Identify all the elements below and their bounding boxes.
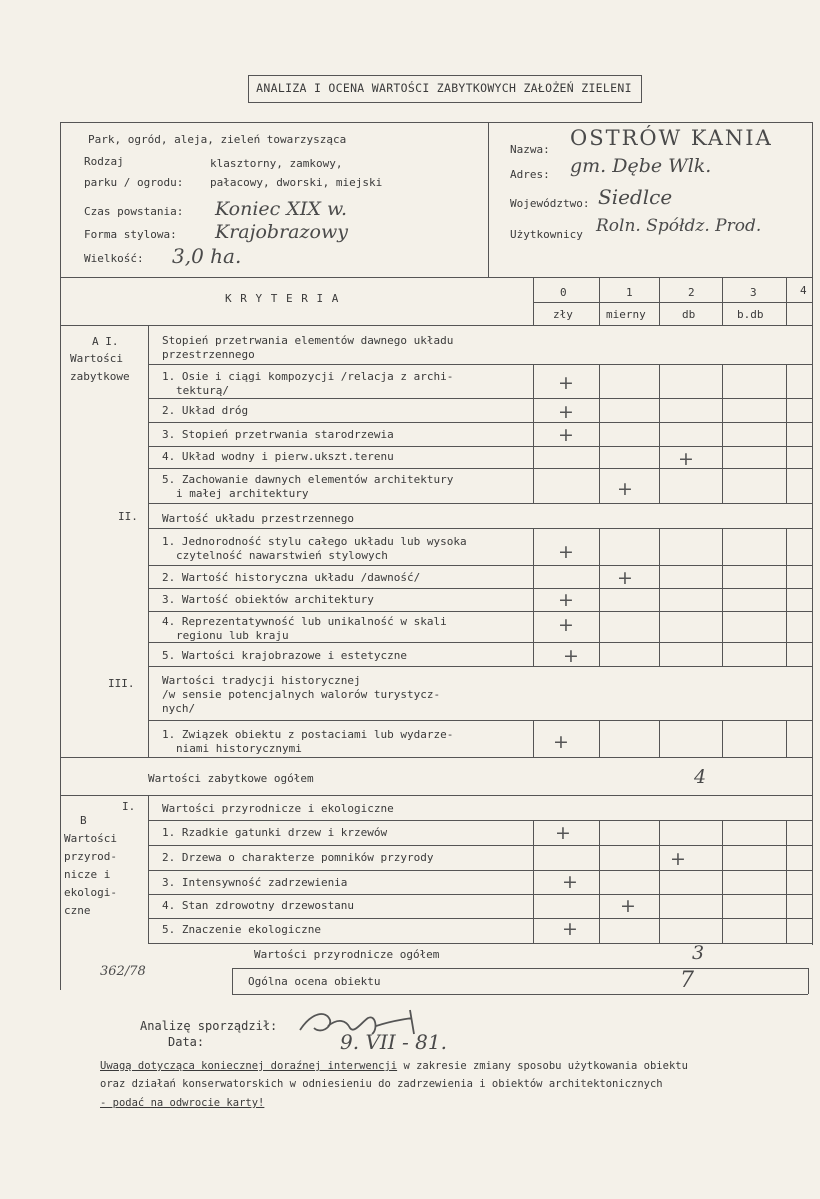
- mark-a1-3-score-0: +: [558, 424, 574, 446]
- nazwa-label: Nazwa:: [510, 143, 550, 156]
- uzytkownicy-value: Roln. Spółdz. Prod.: [596, 216, 762, 236]
- mark-a1-2-score-0: +: [558, 401, 574, 423]
- grid-col-0: [533, 720, 534, 757]
- mark-b5-score-0: +: [562, 918, 578, 940]
- score-label-bdb: b.db: [737, 308, 764, 321]
- category-divider-a: [148, 325, 149, 757]
- row-a2-1: 1. Jednorodność stylu całego układu lub wysoka: [162, 535, 467, 548]
- note-underlined: Uwagą dotycząca koniecznej doraźnej interwencji: [100, 1060, 398, 1072]
- rodzaj-options-2: pałacowy, dworski, miejski: [210, 176, 383, 189]
- criteria-top-line: [60, 277, 812, 278]
- mark-b4-score-1: +: [620, 895, 636, 917]
- mark-a3-1-score-0: +: [553, 731, 569, 753]
- score-col-3: [722, 277, 723, 325]
- row-line: [148, 611, 812, 612]
- wielkosc-value: 3,0 ha.: [172, 244, 242, 268]
- row-a1-5b: i małej architektury: [176, 487, 309, 500]
- total-all-line: [232, 994, 808, 995]
- category-divider-b: [148, 795, 149, 943]
- stamp-number: 362/78: [100, 964, 146, 979]
- criteria-mid-line: [533, 302, 812, 303]
- uzytkownicy-label: Użytkowniсy: [510, 228, 583, 241]
- grid-col-2: [659, 364, 660, 503]
- grid-col-3: [722, 820, 723, 943]
- mark-a2-4-score-0: +: [558, 614, 574, 636]
- row-a2-1b: czytelność nawarstwień stylowych: [176, 549, 388, 562]
- section-b-text-3: nicze i: [64, 868, 111, 881]
- total-all-value: 7: [680, 968, 694, 993]
- s3-title-1: Wartości tradycji historycznej: [162, 674, 361, 687]
- row-line: [148, 642, 812, 643]
- total-b-line: [232, 968, 808, 969]
- section-b-text-5: czne: [64, 904, 91, 917]
- score-col-2: [659, 277, 660, 325]
- czas-label: Czas powstania:: [84, 205, 184, 218]
- score-3: 3: [750, 286, 757, 299]
- s3-title-3: nych/: [162, 702, 196, 715]
- total-a-value: 4: [694, 766, 707, 788]
- section-b-text-2: przyrod-: [64, 850, 117, 863]
- note-line-3: - podać na odwrocie karty!: [100, 1097, 265, 1109]
- total-b-label: Wartości przyrodnicze ogółem: [254, 948, 440, 961]
- row-line: [148, 468, 812, 469]
- nazwa-value: OSTRÓW KANIA: [570, 126, 773, 150]
- row-a2-3: 3. Wartość obiektów architektury: [162, 593, 374, 606]
- grid-col-3: [722, 528, 723, 666]
- section-a-text-2: zabytkowe: [70, 370, 130, 383]
- total-all-left: [232, 968, 233, 994]
- s3-title-2: /w sensie potencjalnych walorów turystycz-: [162, 688, 441, 701]
- section-b-i-label: I.: [122, 800, 136, 813]
- section-b-label: B: [80, 814, 87, 827]
- mark-a1-5-score-1: +: [617, 478, 633, 500]
- row-a1-1: 1. Osie i ciągi kompozycji /relacja z archi-: [162, 370, 454, 383]
- mark-a1-4-score-2: +: [678, 448, 694, 470]
- section-b-start-line: [60, 795, 812, 796]
- score-col-4: [786, 277, 787, 325]
- grid-col-2: [659, 820, 660, 943]
- date-label: Data:: [168, 1035, 205, 1049]
- score-1: 1: [626, 286, 633, 299]
- row-b4: 4. Stan zdrowotny drzewostanu: [162, 899, 355, 912]
- s1-title-1: Stopień przetrwania elementów dawnego układu: [162, 334, 454, 347]
- score-label-zly: zły: [553, 308, 573, 321]
- table-left-line: [60, 325, 61, 990]
- total-all-label: Ogólna ocena obiektu: [248, 975, 381, 988]
- row-a2-4b: regionu lub kraju: [176, 629, 289, 642]
- row-line: [148, 720, 812, 721]
- grid-col-3: [722, 364, 723, 503]
- section-a-label: A I.: [92, 335, 119, 348]
- grid-col-1: [599, 528, 600, 666]
- grid-col-2: [659, 720, 660, 757]
- total-b-value: 3: [692, 942, 705, 964]
- grid-col-0: [533, 820, 534, 943]
- header-left-line: [60, 122, 61, 325]
- czas-value: Koniec XIX w.: [215, 198, 348, 220]
- sb-title: Wartości przyrodnicze i ekologiczne: [162, 802, 394, 815]
- section-iii-label: III.: [108, 677, 135, 690]
- wojewodztwo-label: Województwo:: [510, 197, 590, 210]
- mark-a2-2-score-1: +: [617, 567, 633, 589]
- section-b-text-4: ekologi-: [64, 886, 117, 899]
- row-a3-1: 1. Związek obiektu z postaciami lub wydarze-: [162, 728, 454, 741]
- section-b-end-line: [148, 943, 812, 944]
- row-line: [148, 364, 812, 365]
- section-b-text-1: Wartości: [64, 832, 117, 845]
- mark-b3-score-0: +: [562, 871, 578, 893]
- score-label-mierny: mierny: [606, 308, 646, 321]
- score-label-db: db: [682, 308, 696, 321]
- row-a1-4: 4. Układ wodny i pierw.ukszt.terenu: [162, 450, 394, 463]
- mark-a2-5-score-0: +: [563, 645, 579, 667]
- grid-col-4: [786, 528, 787, 666]
- wielkosc-label: Wielkość:: [84, 252, 144, 265]
- grid-col-2: [659, 528, 660, 666]
- row-line: [148, 845, 812, 846]
- grid-col-4: [786, 364, 787, 503]
- grid-col-0: [533, 528, 534, 666]
- grid-col-3: [722, 720, 723, 757]
- header-right-line: [812, 122, 813, 325]
- row-a2-4: 4. Reprezentatywność lub unikalność w skali: [162, 615, 447, 628]
- section-ii-label: II.: [118, 510, 138, 523]
- rodzaj-options-1: klasztorny, zamkowy,: [210, 157, 343, 170]
- grid-col-4: [786, 720, 787, 757]
- row-a2-2: 2. Wartość historyczna układu /dawność/: [162, 571, 421, 584]
- rodzaj-label-1: Rodzaj: [84, 155, 124, 168]
- mark-a2-3-score-0: +: [558, 589, 574, 611]
- row-line: [148, 565, 812, 566]
- header-top-line: [60, 122, 812, 123]
- row-b5: 5. Znaczenie ekologiczne: [162, 923, 321, 936]
- score-col-1: [599, 277, 600, 325]
- forma-label: Forma stylowa:: [84, 228, 177, 241]
- row-a1-3: 3. Stopień przetrwania starodrzewia: [162, 428, 394, 441]
- section-a-end-line: [60, 757, 812, 758]
- header-mid-line: [488, 122, 489, 277]
- prepared-label: Analizę sporządził:: [140, 1019, 278, 1033]
- note-line-1: [100, 1060, 688, 1072]
- row-b2: 2. Drzewa o charakterze pomników przyrody: [162, 851, 434, 864]
- score-2: 2: [688, 286, 695, 299]
- row-line: [148, 820, 812, 821]
- row-line: [148, 528, 812, 529]
- row-line: [148, 666, 812, 667]
- row-line: [148, 503, 812, 504]
- adres-label: Adres:: [510, 168, 550, 181]
- forma-value: Krajobrazowy: [215, 221, 348, 243]
- mark-b2-score-2: +: [670, 848, 686, 870]
- note-rest: w zakresie zmiany sposobu użytkowania obiektu: [397, 1060, 688, 1072]
- row-line: [148, 918, 812, 919]
- note-line-2: oraz działań konserwatorskich w odniesieniu do zadrzewienia i obiektów architektonicznych: [100, 1078, 663, 1090]
- criteria-bottom-line: [60, 325, 812, 326]
- rodzaj-label-2: parku / ogrodu:: [84, 176, 184, 189]
- row-line: [148, 398, 812, 399]
- adres-value: gm. Dębe Wlk.: [570, 155, 712, 177]
- total-a-label: Wartości zabytkowe ogółem: [148, 772, 314, 785]
- grid-col-1: [599, 820, 600, 943]
- score-0: 0: [560, 286, 567, 299]
- row-line: [148, 894, 812, 895]
- mark-a2-1-score-0: +: [558, 541, 574, 563]
- row-b1: 1. Rzadkie gatunki drzew i krzewów: [162, 826, 388, 839]
- row-b3: 3. Intensywność zadrzewienia: [162, 876, 348, 889]
- s2-title: Wartość układu przestrzennego: [162, 512, 355, 525]
- row-a1-2: 2. Układ dróg: [162, 404, 249, 417]
- type-line: Park, ogród, aleja, zieleń towarzysząca: [88, 133, 347, 146]
- row-line: [148, 870, 812, 871]
- row-a3-1b: niami historycznymi: [176, 742, 302, 755]
- row-a2-5: 5. Wartości krajobrazowe i estetyczne: [162, 649, 408, 662]
- table-right-line: [812, 325, 813, 945]
- mark-b1-score-0: +: [555, 822, 571, 844]
- score-4: 4: [800, 284, 807, 297]
- row-a1-5: 5. Zachowanie dawnych elementów architektury: [162, 473, 454, 486]
- grid-col-4: [786, 820, 787, 943]
- score-col-0: [533, 277, 534, 325]
- row-a1-1b: tekturą/: [176, 384, 229, 397]
- grid-col-0: [533, 364, 534, 503]
- row-line: [148, 446, 812, 447]
- row-line: [148, 422, 812, 423]
- s1-title-2: przestrzennego: [162, 348, 255, 361]
- form-title: ANALIZA I OCENA WARTOŚCI ZABYTKOWYCH ZAŁOŻEŃ ZIELENI: [256, 81, 632, 95]
- row-line: [148, 588, 812, 589]
- grid-col-1: [599, 720, 600, 757]
- total-all-right: [808, 968, 809, 994]
- grid-col-1: [599, 364, 600, 503]
- wojewodztwo-value: Siedlce: [598, 185, 673, 209]
- criteria-label: K R Y T E R I A: [225, 292, 340, 305]
- mark-a1-1-score-0: +: [558, 372, 574, 394]
- date-value: 9. VII - 81.: [340, 1030, 447, 1054]
- section-a-text-1: Wartości: [70, 352, 123, 365]
